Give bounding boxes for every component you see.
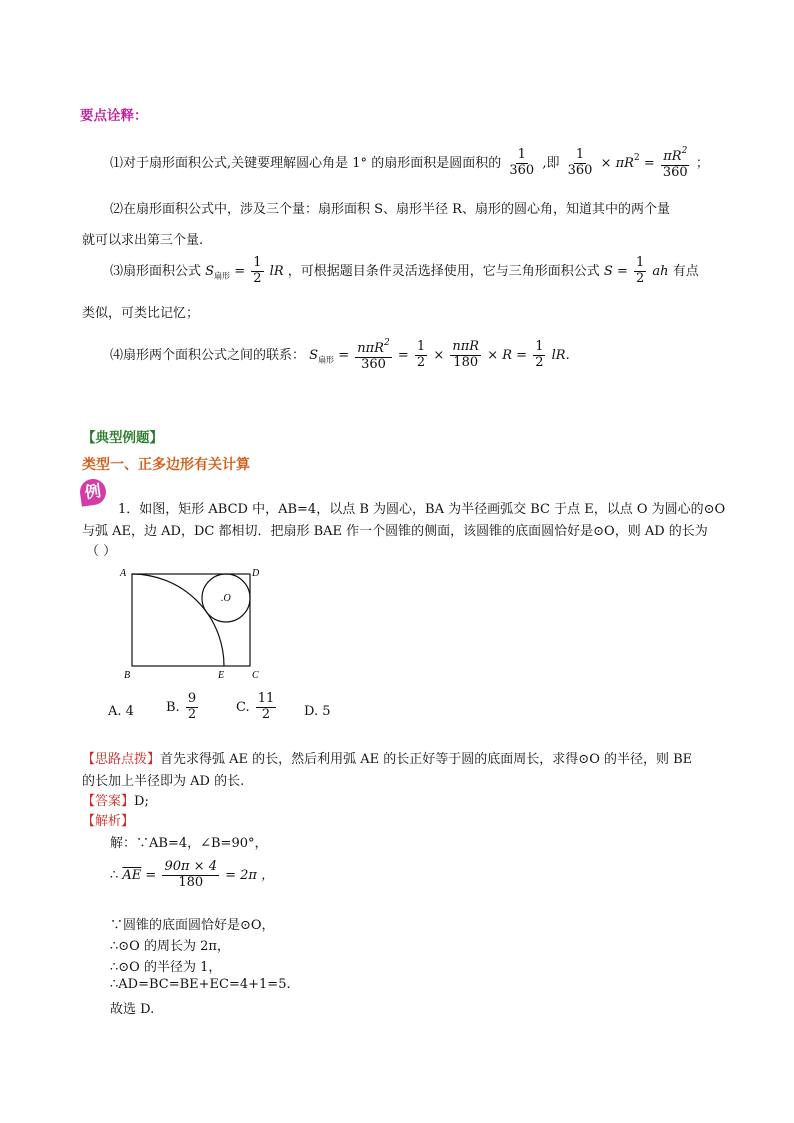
point-1-mid: 的扇形面积是圆面积的 — [371, 155, 502, 171]
fraction-one-half: $\frac{1}{2}$ — [253, 255, 262, 286]
point-1-lead: ⑴对于扇形面积公式,关键要理解圆心角是 — [110, 155, 349, 171]
rectangle-abcd — [132, 574, 250, 666]
times-pi-r: × πR — [600, 155, 634, 171]
label-o: .O — [221, 593, 231, 604]
point-1-end: ； — [695, 155, 709, 171]
point-3: ⑶扇形面积公式 $S_{扇形}$ = $\frac{1}{2}$ lR ，可根据题目条件灵活选择使用，它与三角形面积公式 S = $\frac{1}{2}$ ah 有点 — [110, 255, 699, 286]
fraction-triangle-half: $\frac{1}{2}$ — [636, 255, 645, 286]
label-e: E — [218, 670, 225, 681]
fraction-eq-1-360: $\frac{1}{360}$ — [567, 147, 593, 178]
key-points-title: 要点诠释： — [80, 108, 148, 124]
question-line-2: 与弧 AE，边 AD，DC 都相切．把扇形 BAE 作一个圆锥的侧面，该圆锥的底面圆恰好是⊙O，则 AD 的长为 — [82, 524, 708, 539]
point-3-line-2: 类似，可类比记忆； — [82, 306, 200, 321]
hint-label: 【思路点拨】 — [82, 752, 161, 767]
solution-line-5: ∴⊙O 的半径为 1， — [110, 960, 222, 975]
solution-line-2: ∴ $\overline{AE}$ = $\frac{90\pi \times 4}{180}$ = 2π ， — [110, 859, 275, 890]
example-badge: 例 — [78, 477, 107, 506]
type-title: 类型一、正多边形有关计算 — [82, 457, 250, 473]
examples-title: 【典型例题】 — [82, 430, 163, 446]
solution-line-3: ∵圆锥的底面圆恰好是⊙O， — [110, 918, 275, 933]
solution-line-6: ∴AD=BC=BE+EC=4+1=5. — [110, 977, 291, 992]
question-line-1: 1．如图，矩形 ABCD 中，AB=4，以点 B 为圆心，BA 为半径画弧交 BC 于点 E，以点 O 为圆心的⊙O — [118, 502, 726, 517]
option-c: C. $\frac{11}{2}$ — [236, 691, 275, 722]
answer-label: 【答案】 — [82, 794, 135, 809]
fraction-pir2-360: $\frac{\pi R^2}{360}$ — [662, 146, 688, 180]
label-c: C — [252, 670, 259, 681]
arc-ae-symbol: $\overline{AE}$ — [122, 867, 142, 883]
solution-line-1: 解：∵AB=4，∠B=90°， — [110, 836, 268, 851]
fraction-1-360: $\frac{1}{360}$ — [509, 147, 535, 178]
fraction-half-b: $\frac{1}{2}$ — [416, 339, 426, 370]
question-line-3: （ ） — [86, 544, 117, 559]
analysis-label: 【解析】 — [82, 814, 135, 829]
label-a: A — [120, 568, 127, 579]
fraction-npir2-360: $\frac{n\pi R^2}{360}$ — [357, 338, 390, 372]
option-d: D. 5 — [304, 704, 331, 719]
option-a: A. 4 — [108, 704, 134, 719]
answer: 【答案】D; — [82, 794, 149, 809]
arc-ae — [132, 574, 224, 666]
point-1: ⑴对于扇形面积公式,关键要理解圆心角是 1° 的扇形面积是圆面积的 $\frac{1}{360}$ ,即 $\frac{1}{360}$ × $\pi R^2$ = $\frac{\pi R^2}{360}$ ； — [110, 146, 709, 180]
point-4: ⑷扇形两个面积公式之间的联系： $S_{扇形}$ = $\frac{n\pi R^2}{360}$ = $\frac{1}{2}$ × $\frac{\text{nπR}}{180}$ × R = $\frac{1}{2}$ lR. — [110, 338, 570, 372]
equals: = — [643, 155, 655, 171]
label-d: D — [252, 568, 260, 579]
hint-line-2: 的长加上半径即为 AD 的长. — [82, 774, 245, 789]
solution-line-7: 故选 D. — [110, 1002, 155, 1017]
fraction-npir-180: $\frac{\text{nπR}}{180}$ — [452, 339, 480, 370]
arc-length-fraction: $\frac{90\pi \times 4}{180}$ — [164, 859, 217, 890]
hint-line-1: 【思路点拨】首先求得弧 AE 的长，然后利用弧 AE 的长正好等于圆的底面周长，求得⊙O 的半径，则 BE — [82, 752, 693, 767]
option-b: B. $\frac{9}{2}$ — [166, 691, 197, 722]
point-1-ie: ,即 — [542, 155, 560, 171]
fraction-half-c: $\frac{1}{2}$ — [535, 339, 544, 370]
label-b: B — [124, 670, 131, 681]
solution-line-4: ∴⊙O 的周长为 2π， — [110, 939, 230, 954]
rectangle-figure — [118, 562, 268, 684]
point-2-line-1: ⑵在扇形面积公式中，涉及三个量：扇形面积 S、扇形半径 R、扇形的圆心角，知道其中的两个量 — [110, 202, 670, 217]
point-1-degree: 1° — [352, 155, 368, 171]
point-2-line-2: 就可以求出第三个量. — [82, 233, 204, 248]
point-3-lead: ⑶扇形面积公式 — [110, 263, 202, 279]
